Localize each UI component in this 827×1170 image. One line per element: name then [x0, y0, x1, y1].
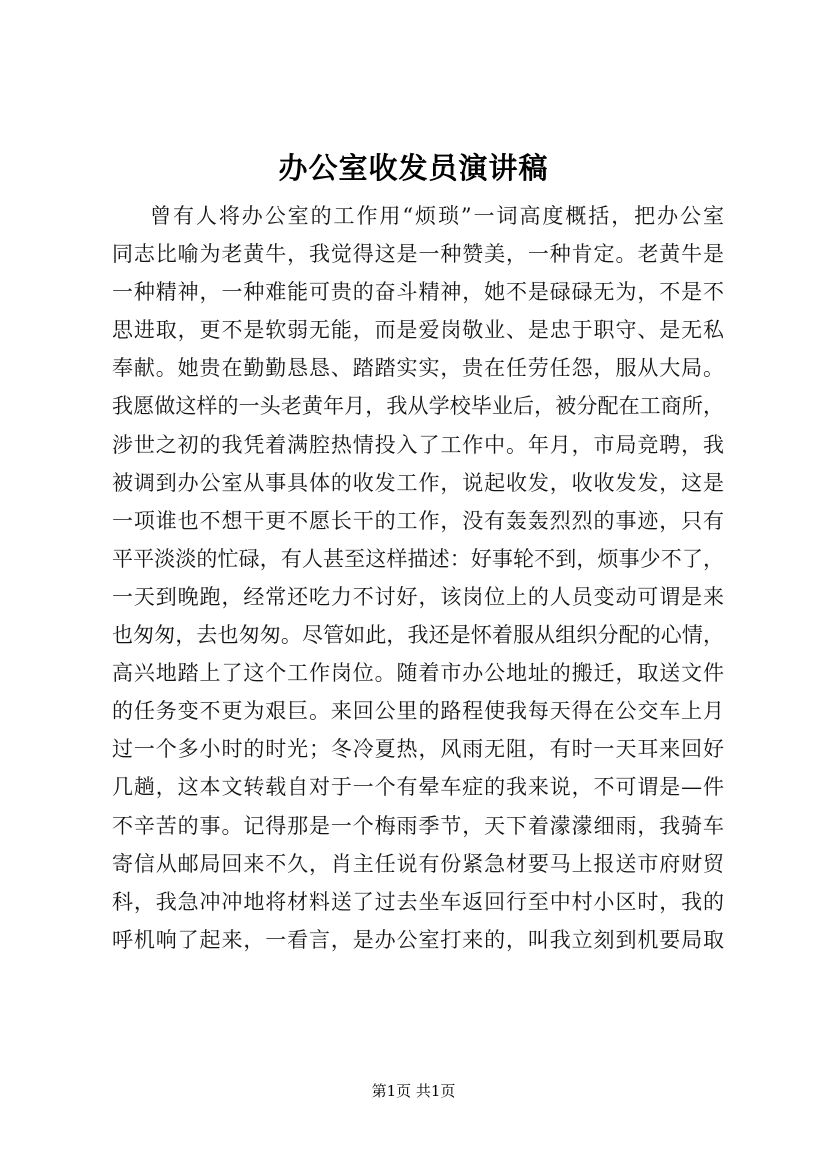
body-line: 被调到办公室从事具体的收发工作，说起收发，收收发发，这是 — [112, 470, 724, 495]
body-line: 思进取，更不是软弱无能，而是爱岗敬业、是忠于职守、是无私 — [112, 318, 724, 343]
body-line: 寄信从邮局回来不久，肖主任说有份紧急材要马上报送市府财贸 — [112, 851, 724, 876]
body-line: 也匆匆，去也匆匆。尽管如此，我还是怀着服从组织分配的心情， — [112, 623, 724, 648]
body-line: 几趟，这本文转载自对于一个有晕车症的我来说，不可谓是—件 — [112, 775, 724, 800]
body-line: 平平淡淡的忙碌，有人甚至这样描述：好事轮不到，烦事少不了， — [112, 546, 724, 571]
body-line: 过一个多小时的时光；冬冷夏热，风雨无阻，有时一天耳来回好 — [112, 737, 724, 762]
body-line: 一项谁也不想干更不愿长干的工作，没有轰轰烈烈的事迹，只有 — [112, 508, 724, 533]
body-line: 曾有人将办公室的工作用“烦琐”一词高度概括，把办公室 — [150, 204, 724, 228]
body-line: 一天到晚跑，经常还吃力不讨好，该岗位上的人员变动可谓是来 — [112, 584, 724, 609]
body-line: 一种精神，一种难能可贵的奋斗精神，她不是碌碌无为，不是不 — [112, 280, 724, 305]
body-line: 我愿做这样的一头老黄年月，我从学校毕业后，被分配在工商所， — [112, 394, 724, 419]
document-body — [112, 197, 724, 959]
body-line: 高兴地踏上了这个工作岗位。随着市办公地址的搬迁，取送文件 — [112, 661, 724, 686]
body-line: 科，我急冲冲地将材料送了过去坐车返回行至中村小区时，我的 — [112, 889, 724, 914]
document-title: 办公室收发员演讲稿 — [278, 151, 549, 185]
body-line: 涉世之初的我凭着满腔热情投入了工作中。年月，市局竞聘，我 — [112, 432, 724, 457]
body-line: 不辛苦的事。记得那是一个梅雨季节，天下着濛濛细雨，我骑车 — [112, 813, 724, 838]
body-line: 的任务变不更为艰巨。来回公里的路程使我每天得在公交车上月 — [112, 699, 724, 724]
body-line: 呼机响了起来，一看言，是办公室打来的，叫我立刻到机要局取 — [112, 927, 724, 952]
page-number-footer: 第1页 共1页 — [371, 1082, 456, 1100]
body-line: 奉献。她贵在勤勤恳恳、踏踏实实，贵在任劳任怨，服从大局。 — [112, 356, 724, 381]
body-line: 同志比喻为老黄牛，我觉得这是一种赞美，一种肯定。老黄牛是 — [112, 242, 724, 267]
